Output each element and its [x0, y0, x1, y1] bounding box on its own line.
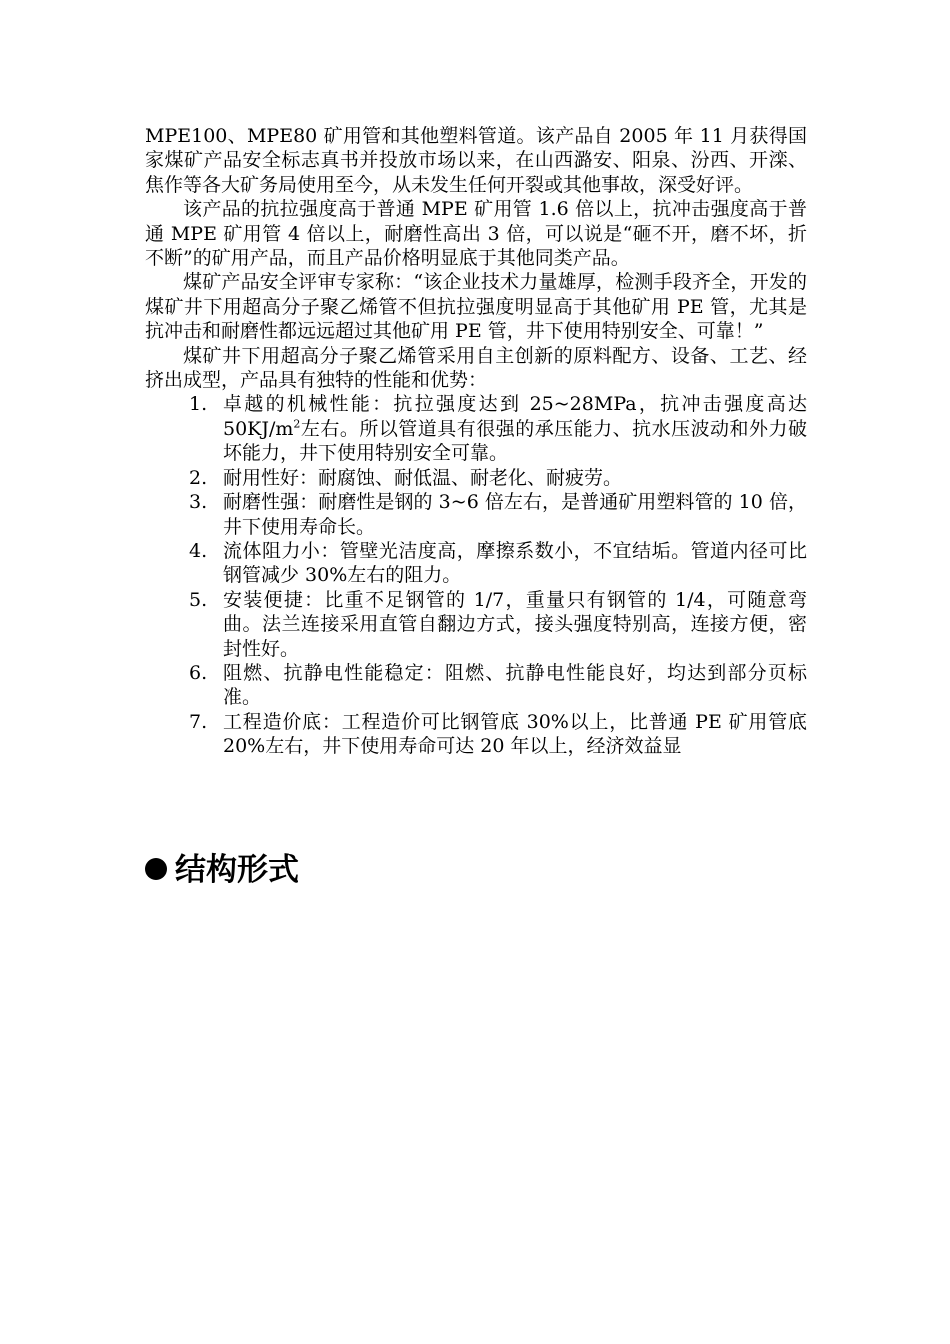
list-item — [145, 539, 807, 588]
list-item — [145, 710, 807, 759]
list-number: 5. — [189, 588, 208, 611]
list-text: 耐用性好：耐腐蚀、耐低温、耐老化、耐疲劳。 — [223, 466, 623, 489]
list-item — [145, 466, 807, 490]
list-number: 3. — [189, 491, 208, 514]
list-number: 1. — [189, 393, 208, 416]
paragraph-strength: 该产品的抗拉强度高于普通 MPE 矿用管 1.6 倍以上，抗冲击强度高于普通 MPE 矿用管 4 倍以上，耐磨性高出 3 倍，可以说是“砸不开，磨不坏，折不断”的矿用产品，而且产品价格明显底于其他同类产品。 — [145, 198, 807, 270]
filled-circle-bullet-icon — [145, 858, 167, 880]
list-number: 6. — [189, 661, 208, 684]
superscript: 2 — [293, 417, 301, 431]
list-text: 工程造价底：工程造价可比钢管底 30%以上，比普通 PE 矿用管底 20%左右，井下使用寿命可达 20 年以上，经济效益显 — [223, 710, 807, 758]
list-item — [145, 588, 807, 661]
list-item — [145, 392, 807, 465]
advantages-list — [145, 392, 807, 758]
list-item — [145, 661, 807, 710]
list-text-part: 卓越的机械性能：抗拉强度达到 25~28MPa，抗冲击强度高达 50KJ/m — [223, 393, 807, 440]
section-heading — [145, 850, 299, 890]
list-item — [145, 490, 807, 539]
paragraph-advantages-intro: 煤矿井下用超高分子聚乙烯管采用自主创新的原料配方、设备、工艺、经挤出成型，产品具有独特的性能和优势： — [145, 344, 807, 392]
section-heading-text: 结构形式 — [175, 852, 299, 888]
list-text: 耐磨性强：耐磨性是钢的 3~6 倍左右，是普通矿用塑料管的 10 倍，井下使用寿命长。 — [223, 491, 807, 538]
list-text: 流体阻力小：管壁光洁度高，摩擦系数小，不宜结垢。管道内径可比钢管减少 30%左右的阻力。 — [223, 539, 807, 587]
list-text: 安装便捷：比重不足钢管的 1/7，重量只有钢管的 1/4，可随意弯曲。法兰连接采用直管自翻边方式，接头强度特别高，连接方便，密封性好。 — [223, 588, 807, 660]
body-text — [145, 124, 807, 759]
paragraph-expert-quote: 煤矿产品安全评审专家称：“该企业技术力量雄厚，检测手段齐全，开发的煤矿井下用超高分子聚乙烯管不但抗拉强度明显高于其他矿用 PE 管，尤其是抗冲击和耐磨性都远远超过其他矿用 PE 管，井下使用特别安全、可靠！” — [145, 271, 807, 343]
paragraph-intro: MPE100、MPE80 矿用管和其他塑料管道。该产品自 2005 年 11 月获得国家煤矿产品安全标志真书并投放市场以来，在山西潞安、阳泉、汾西、开滦、焦作等各大矿务局使用至今，从未发生任何开裂或其他事故，深受好评。 — [145, 125, 807, 196]
list-number: 2. — [189, 466, 208, 489]
list-number: 7. — [189, 710, 208, 733]
list-text: 阻燃、抗静电性能稳定：阻燃、抗静电性能良好，均达到部分页标准。 — [223, 661, 807, 709]
list-text-part: 左右。所以管道具有很强的承压能力、抗水压波动和外力破坏能力，井下使用特别安全可靠。 — [223, 417, 807, 465]
list-text — [223, 393, 807, 464]
list-number: 4. — [189, 539, 208, 562]
